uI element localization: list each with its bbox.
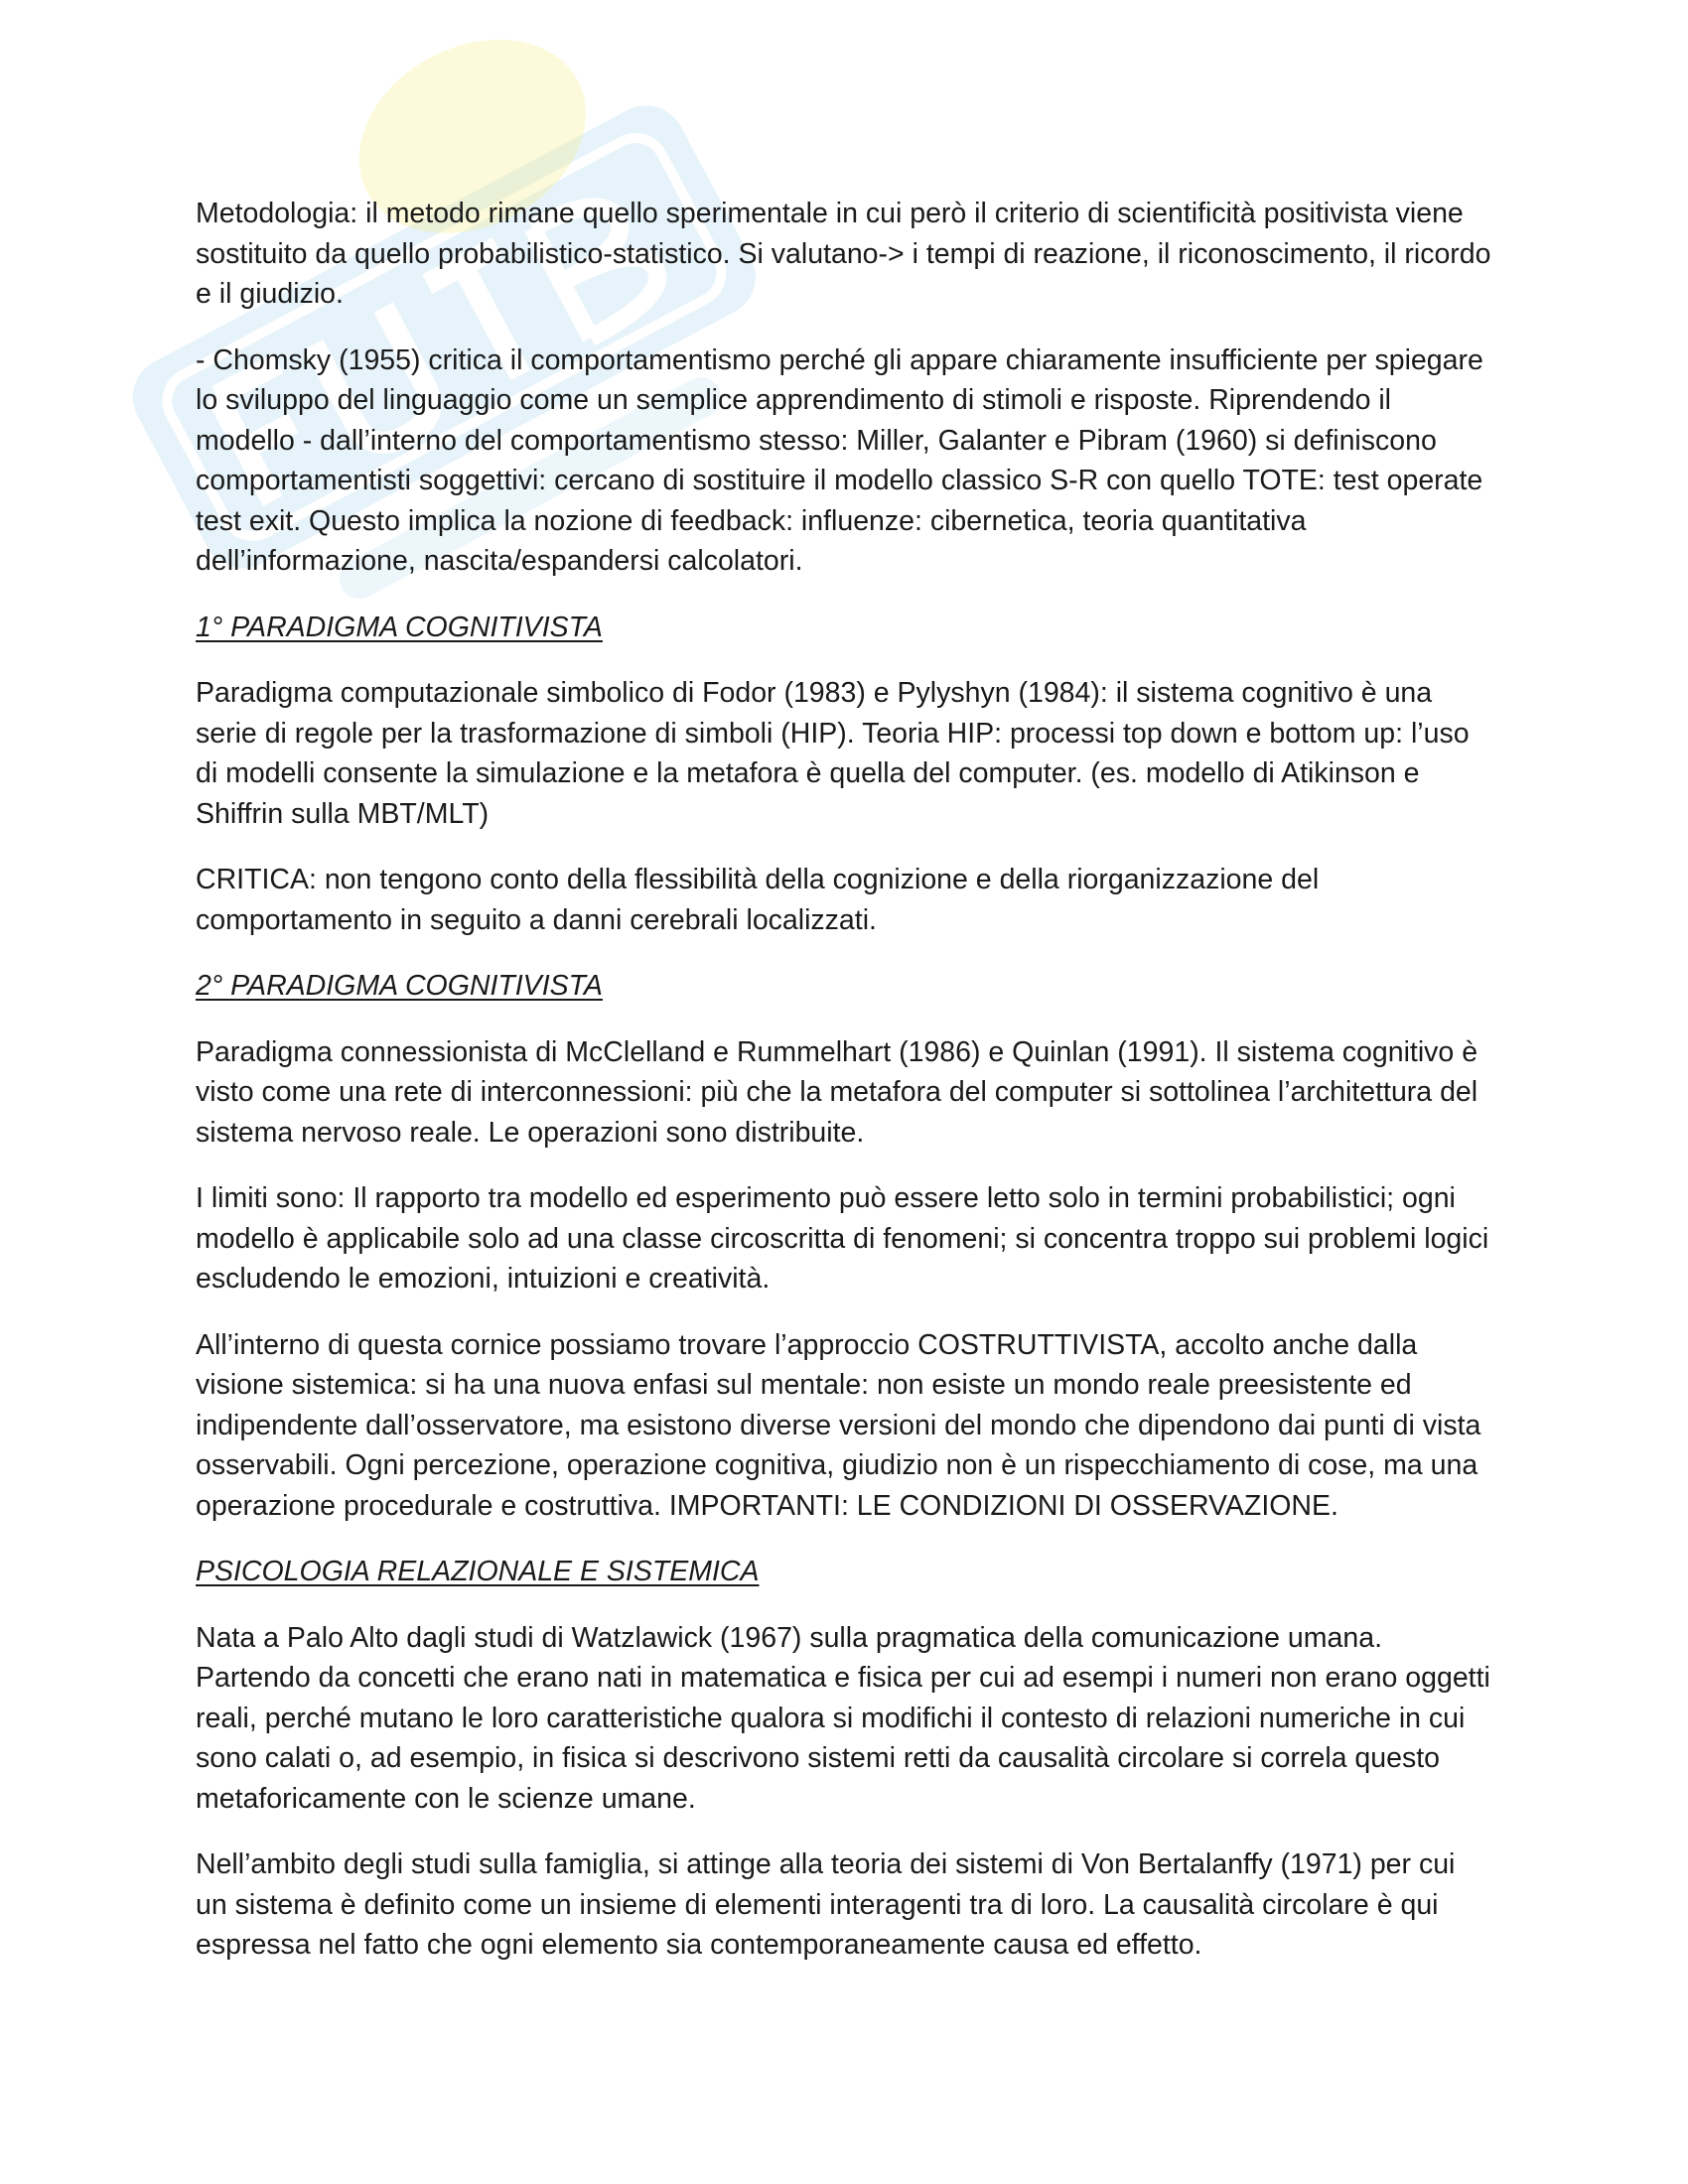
paragraph-critique: CRITICA: non tengono conto della flessibilità della cognizione e della riorganizzazione del comportamento in seguito a danni cerebrali localizzati. xyxy=(196,864,1320,936)
section-heading-systemic-psychology: PSICOLOGIA RELAZIONALE E SISTEMICA xyxy=(196,1556,760,1587)
paragraph-constructivism: All’interno di questa cornice possiamo trovare l’approccio COSTRUTTIVISTA, accolto anche dalla visione sistemica: si ha una nuova enfasi sul mentale: non esiste un mondo reale preesistente ed indipendente dall’osservatore, ma esistono diverse versioni del mondo che dipendono dai punti di vista osservabili. Ogni percezione, operazione cognitiva, giudizio non è un rispecchiamento di cose, ma una operazione procedurale e costruttiva. IMPORTANTI: LE CONDIZIONI DI OSSERVAZIONE. xyxy=(196,1328,1481,1522)
paragraph-methodology: Metodologia: il metodo rimane quello sperimentale in cui però il criterio di scientificità positivista viene sostituito da quello probabilistico-statistico. Si valutano-> i tempi di reazione, il riconoscimento, il ricordo e il giudizio. xyxy=(196,198,1491,310)
section-heading-first-paradigm: 1° PARADIGMA COGNITIVISTA xyxy=(196,611,603,643)
paragraph-computational-paradigm: Paradigma computazionale simbolico di Fodor (1983) e Pylyshyn (1984): il sistema cognitivo è una serie di regole per la trasformazione di simboli (HIP). Teoria HIP: processi top down e bottom up: l’uso di modelli consente la simulazione e la metafora è quella del computer. (es. modello di Atikinson e Shiffrin sulla MBT/MLT) xyxy=(196,677,1470,830)
section-heading-second-paradigm: 2° PARADIGMA COGNITIVISTA xyxy=(196,970,603,1002)
paragraph-chomsky: - Chomsky (1955) critica il comportamentismo perché gli appare chiaramente insufficiente per spiegare lo sviluppo del linguaggio come un semplice apprendimento di stimoli e risposte. Riprendendo il modello - dall’interno del comportamentismo stesso: Miller, Galanter e Pibram (1960) si definiscono comportamentisti soggettivi: cercano di sostituire il modello classico S-R con quello TOTE: test operate test exit. Questo implica la nozione di feedback: influenze: cibernetica, teoria quantitativa dell’informazione, nascita/espandersi calcolatori. xyxy=(196,343,1483,577)
paragraph-family-studies: Nell’ambito degli studi sulla famiglia, si attinge alla teoria dei sistemi di Von Bertalanffy (1971) per cui un sistema è definito come un insieme di elementi interagenti tra di loro. La causalità circolare è qui espressa nel fatto che ogni elemento sia contemporaneamente causa ed effetto. xyxy=(196,1848,1456,1961)
paragraph-connectionist-paradigm: Paradigma connessionista di McClelland e Rummelhart (1986) e Quinlan (1991). Il sistema cognitivo è visto come una rete di interconnessioni: più che la metafora del computer si sottolinea l’architettura del sistema nervoso reale. Le operazioni sono distribuite. xyxy=(196,1035,1478,1149)
paragraph-palo-alto: Nata a Palo Alto dagli studi di Watzlawick (1967) sulla pragmatica della comunicazione umana. Partendo da concetti che erano nati in matematica e fisica per cui ad esempi i numeri non erano oggetti reali, perché mutano le loro caratteristiche qualora si modifichi il contesto di relazioni numeriche in cui sono calati o, ad esempio, in fisica si descrivono sistemi retti da causalità circolare si correla questo metaforicamente con le scienze umane. xyxy=(196,1621,1490,1815)
document-body xyxy=(196,194,1491,1991)
paragraph-limits: I limiti sono: Il rapporto tra modello ed esperimento può essere letto solo in termini probabilistici; ogni modello è applicabile solo ad una classe circoscritta di fenomeni; si concentra troppo sui problemi logici escludendo le emozioni, intuizioni e creatività. xyxy=(196,1182,1489,1295)
